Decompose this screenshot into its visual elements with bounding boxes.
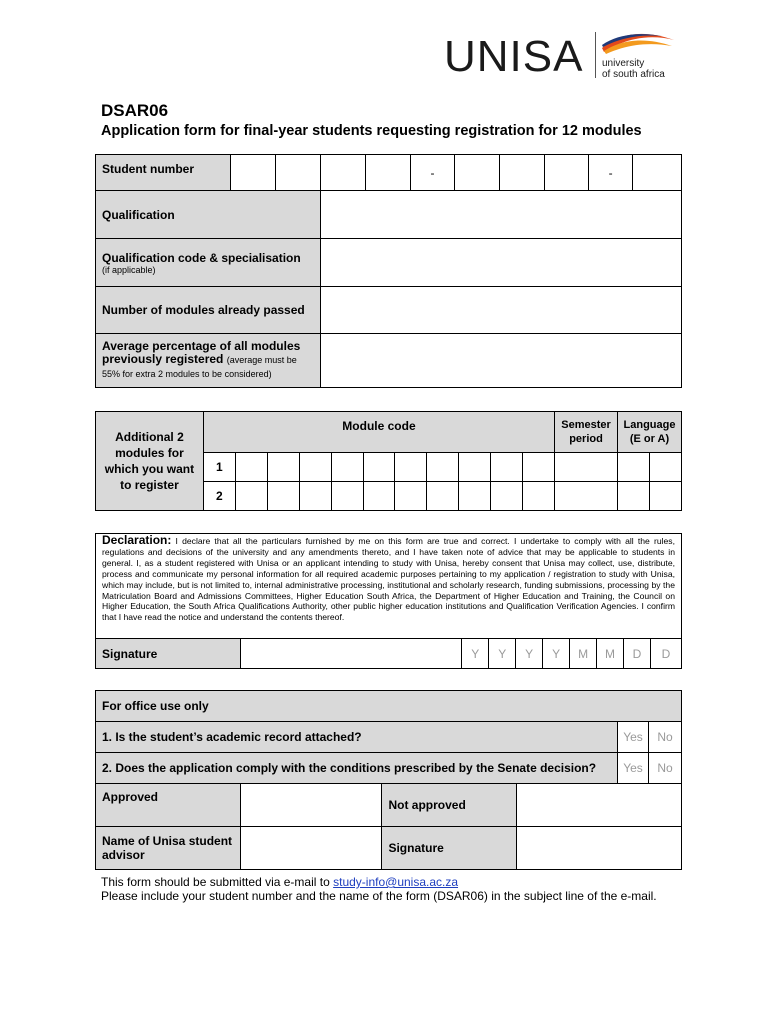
student-number-box[interactable] — [365, 155, 410, 191]
module-code-box[interactable] — [459, 453, 491, 482]
date-box-month[interactable]: M — [570, 639, 597, 669]
student-number-box[interactable] — [275, 155, 320, 191]
module-code-box[interactable] — [267, 453, 299, 482]
declaration-heading: Declaration: — [102, 533, 172, 547]
logo-divider — [595, 32, 596, 78]
language-box[interactable] — [649, 453, 681, 482]
date-box-day[interactable]: D — [650, 639, 681, 669]
office-use-table — [95, 690, 682, 870]
date-box-year[interactable]: Y — [489, 639, 516, 669]
student-number-box[interactable] — [230, 155, 275, 191]
module-row-number: 2 — [203, 482, 235, 511]
declaration-text-cell — [96, 534, 682, 639]
student-number-dash: - — [410, 155, 455, 191]
semester-period-header: Semester period — [555, 412, 618, 453]
semester-field[interactable] — [555, 482, 618, 511]
advisor-name-label: Name of Unisa student advisor — [96, 827, 241, 870]
signature-label: Signature — [96, 639, 241, 669]
module-code-box[interactable] — [267, 482, 299, 511]
module-code-box[interactable] — [491, 482, 523, 511]
language-header: Language (E or A) — [618, 412, 682, 453]
signature-field[interactable] — [240, 639, 461, 669]
language-box[interactable] — [618, 482, 650, 511]
student-number-box[interactable] — [633, 155, 682, 191]
module-code-box[interactable] — [459, 482, 491, 511]
date-box-year[interactable]: Y — [462, 639, 489, 669]
module-code-header: Module code — [203, 412, 554, 453]
advisor-name-field[interactable] — [240, 827, 382, 870]
module-code-box[interactable] — [299, 453, 331, 482]
office-use-heading: For office use only — [96, 691, 682, 722]
average-percentage-label-cell — [96, 334, 321, 388]
qualification-code-label-cell — [96, 239, 321, 287]
date-box-month[interactable]: M — [597, 639, 624, 669]
date-box-year[interactable]: Y — [543, 639, 570, 669]
module-code-box[interactable] — [235, 482, 267, 511]
module-code-box[interactable] — [363, 453, 395, 482]
modules-passed-field[interactable] — [320, 287, 681, 334]
form-code: DSAR06 — [101, 101, 169, 120]
module-code-box[interactable] — [235, 453, 267, 482]
module-code-box[interactable] — [331, 453, 363, 482]
student-number-box[interactable] — [500, 155, 545, 191]
student-number-box[interactable] — [455, 155, 500, 191]
not-approved-label: Not approved — [382, 784, 517, 827]
language-box[interactable] — [649, 482, 681, 511]
declaration-text: I declare that all the particulars furnished by me on this form are true and correct. I undertake to comply with all the rules, regulations and decisions of the university and any amendments thereto, and I have taken note of advice that may be applicable to students in general. I, as a student registered with Unisa or an applicant intending to study with Unisa, hereby consent that Unisa may collect, use, distribute, process and communicate my personal information for all required academic purposes pertaining to my application / registration to study with Unisa, which may include, but is not limited to, internal administrative processing, institutional and scholarly research, funding submissions, processing by the Matriculation Board and Admissions Committees, Higher Education South Africa, the Department of Higher Education and Training, the Council on Higher Education, the South Africa Qualifications Authority, other public higher education institutions and Qualification Verification Agencies. I confirm that I have read the notice and understand the contents thereof. — [102, 536, 675, 623]
additional-modules-label: Additional 2 modules for which you want to register — [96, 412, 204, 511]
no-option[interactable]: No — [649, 753, 682, 784]
declaration-table — [95, 533, 682, 669]
module-row-number: 1 — [203, 453, 235, 482]
form-title: Application form for final-year students requesting registration for 12 modules — [101, 123, 642, 139]
module-code-box[interactable] — [523, 482, 555, 511]
qualification-field[interactable] — [320, 191, 681, 239]
date-box-day[interactable]: D — [624, 639, 651, 669]
advisor-signature-label: Signature — [382, 827, 517, 870]
average-percentage-field[interactable] — [320, 334, 681, 388]
module-code-box[interactable] — [427, 453, 459, 482]
average-percentage-note: (average must be 55% for extra 2 modules to be considered) — [102, 355, 297, 379]
module-code-box[interactable] — [331, 482, 363, 511]
module-code-box[interactable] — [395, 482, 427, 511]
module-code-box[interactable] — [491, 453, 523, 482]
office-question-2: 2. Does the application comply with the conditions prescribed by the Senate decision? — [96, 753, 618, 784]
student-number-label: Student number — [96, 155, 231, 191]
qualification-code-note: (if applicable) — [102, 264, 156, 275]
module-code-box[interactable] — [299, 482, 331, 511]
date-box-year[interactable]: Y — [516, 639, 543, 669]
unisa-logo — [444, 28, 680, 84]
no-option[interactable]: No — [649, 722, 682, 753]
logo-swoosh-icon — [600, 28, 676, 58]
logo-subtext-1: university — [602, 58, 645, 69]
module-code-box[interactable] — [523, 453, 555, 482]
not-approved-field[interactable] — [517, 784, 682, 827]
module-code-box[interactable] — [395, 453, 427, 482]
email-link[interactable]: study-info@unisa.ac.za — [333, 875, 459, 889]
module-code-box[interactable] — [427, 482, 459, 511]
student-details-table — [95, 154, 682, 388]
approved-label: Approved — [96, 784, 241, 827]
logo-subtext-2: of south africa — [602, 69, 665, 80]
average-percentage-label: Average percentage of all modules previously registered — [102, 339, 301, 366]
modules-table — [95, 411, 682, 511]
student-number-box[interactable] — [320, 155, 365, 191]
qualification-label: Qualification — [96, 191, 321, 239]
footer-line-1 — [101, 875, 458, 889]
student-number-box[interactable] — [545, 155, 589, 191]
approved-field[interactable] — [240, 784, 382, 827]
modules-passed-label: Number of modules already passed — [96, 287, 321, 334]
logo-wordmark: UNISA — [444, 32, 584, 81]
advisor-signature-field[interactable] — [517, 827, 682, 870]
qualification-code-field[interactable] — [320, 239, 681, 287]
semester-field[interactable] — [555, 453, 618, 482]
footer-line-2: Please include your student number and the name of the form (DSAR06) in the subject line of the e-mail. — [101, 889, 657, 903]
language-box[interactable] — [618, 453, 650, 482]
footer-text-1: This form should be submitted via e-mail to — [101, 875, 334, 889]
yes-option[interactable]: Yes — [618, 722, 649, 753]
module-code-box[interactable] — [363, 482, 395, 511]
qualification-code-label: Qualification code & specialisation — [102, 250, 301, 265]
yes-option[interactable]: Yes — [618, 753, 649, 784]
student-number-dash: - — [589, 155, 633, 191]
office-question-1: 1. Is the student’s academic record attached? — [96, 722, 618, 753]
